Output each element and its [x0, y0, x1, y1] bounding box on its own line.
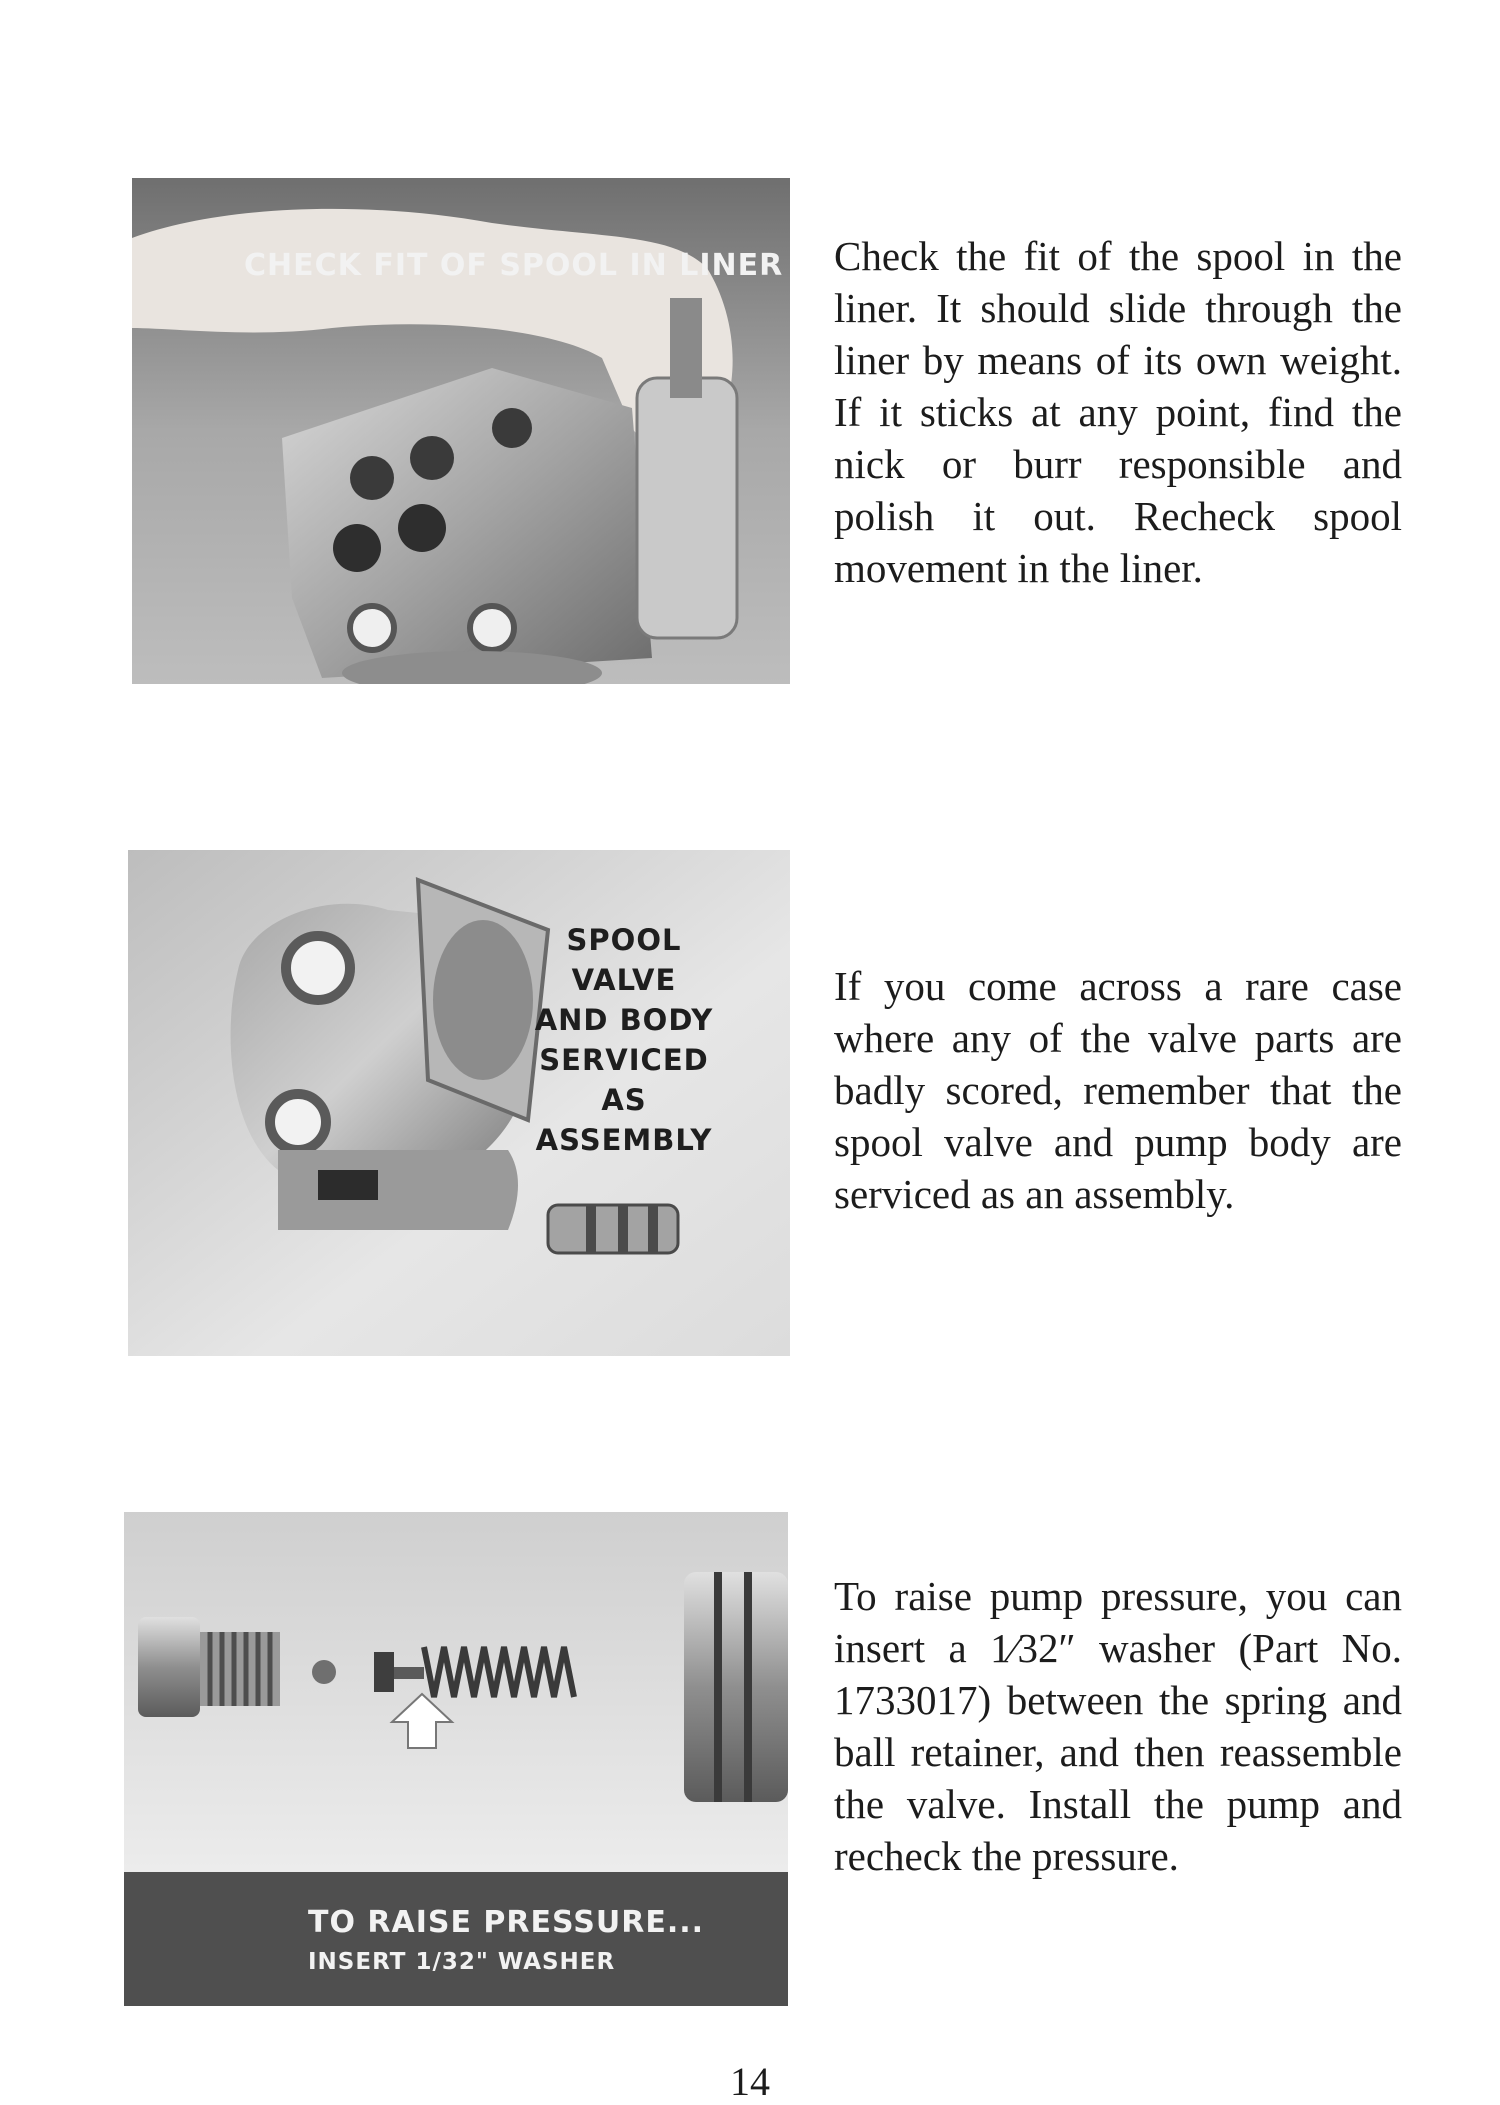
page-number: 14 [730, 2059, 770, 2104]
photo-raise-pressure [124, 1512, 788, 2006]
caption-line: AS ASSEMBLY [535, 1083, 713, 1157]
photo-caption-insert-washer: INSERT 1/32" WASHER [308, 1949, 616, 1975]
photo-caption-check-fit: CHECK FIT OF SPOOL IN LINER [244, 248, 784, 283]
photo-spool-valve-and-body [128, 850, 790, 1356]
paragraph-spool-valve: If you come across a rare case where any of the valve parts are badly scored, remember that the spool valve and pump body are serviced as an assembly. [834, 963, 1402, 1217]
photo-caption-raise-pressure: TO RAISE PRESSURE... [308, 1905, 705, 1940]
photo-caption-spool-valve [524, 920, 724, 1160]
photo-check-fit-of-spool [132, 178, 790, 684]
caption-line: AND BODY [534, 1003, 714, 1037]
caption-line: SPOOL VALVE [566, 923, 682, 997]
paragraph-check-fit: Check the fit of the spool in the liner. It should slide through the liner by means of its own weight. If it sticks at any point, find the nick or burr responsible and polish it out. Recheck spool movement in the liner. [834, 233, 1402, 591]
caption-line: SERVICED [539, 1043, 709, 1077]
paragraph-raise-pressure: To raise pump pressure, you can insert a 1⁄32″ washer (Part No. 1733017) between the spring and ball retainer, and then reassemble the valve. Install the pump and recheck the pressure. [834, 1573, 1402, 1879]
